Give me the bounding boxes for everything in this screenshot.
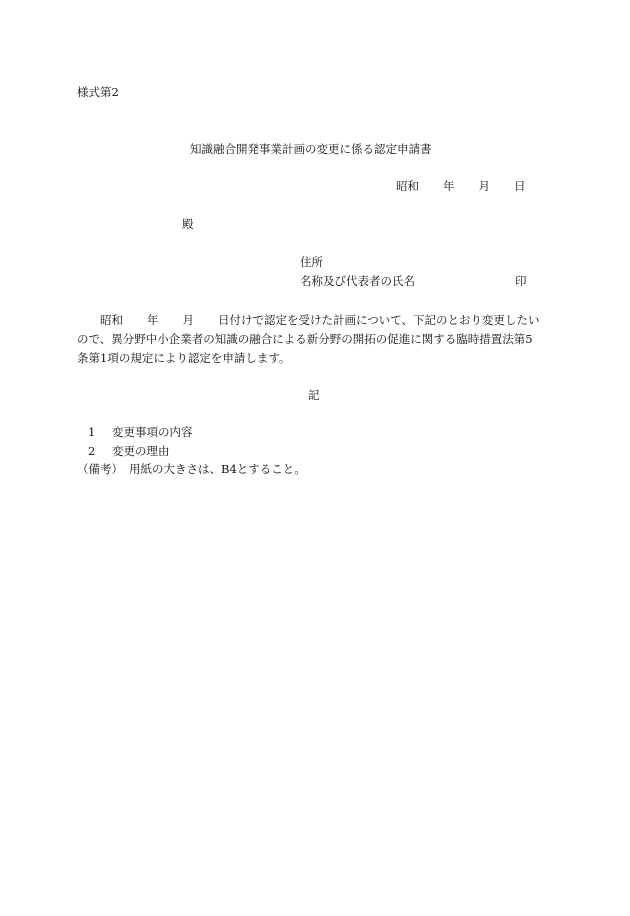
address-label: 住所 xyxy=(300,255,323,269)
addressee-suffix: 殿 xyxy=(182,217,194,231)
body-line-3: 条第1項の規定により認定を申請します。 xyxy=(77,351,291,365)
body-line-2: ので、異分野中小企業者の知識の融合による新分野の開拓の促進に関する臨時措置法第5 xyxy=(77,332,533,346)
date-year: 年 xyxy=(443,179,455,193)
document-title: 知識融合開発事業計画の変更に係る認定申請書 xyxy=(190,142,432,156)
date-day: 日 xyxy=(514,179,526,193)
list-item xyxy=(88,424,193,440)
date-era: 昭和 xyxy=(396,179,419,193)
remarks-text: 用紙の大きさは、B4とすること。 xyxy=(129,462,306,476)
form-label: 様式第2 xyxy=(77,85,119,99)
body-line-1 xyxy=(77,311,553,330)
remarks-note xyxy=(77,461,306,477)
item-number: 2 xyxy=(88,444,96,458)
date-month: 月 xyxy=(478,179,490,193)
representative-name-label: 名称及び代表者の氏名 xyxy=(300,274,415,288)
date-line xyxy=(396,178,526,194)
item-number: 1 xyxy=(88,425,96,439)
body-year: 年 xyxy=(147,313,159,327)
ki-heading: 記 xyxy=(308,388,320,402)
body-era: 昭和 xyxy=(100,313,123,327)
body-paragraph xyxy=(77,311,553,368)
body-line-1-rest: 日付けで認定を受けた計画について、下記のとおり変更したい xyxy=(218,313,540,327)
list-item xyxy=(88,443,170,459)
item-text: 変更の理由 xyxy=(112,444,170,458)
remarks-label: （備考） xyxy=(77,462,123,476)
body-month: 月 xyxy=(182,313,194,327)
seal-mark: 印 xyxy=(515,274,527,288)
item-text: 変更事項の内容 xyxy=(112,425,193,439)
